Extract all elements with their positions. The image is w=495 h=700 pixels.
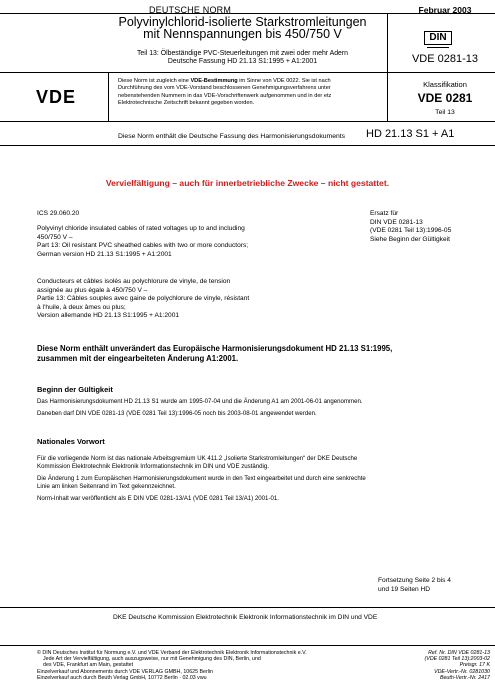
- footer-reference: [380, 650, 490, 681]
- replacement-note: [370, 210, 490, 244]
- footer-line: Einzelverkauf und Abonnements durch VDE VERLAG GMBH, 10625 Berlin: [37, 668, 214, 675]
- replacement-line: Ersatz für: [370, 210, 399, 217]
- english-title-line: 450/750 V –: [37, 233, 73, 241]
- info-line: Elektrotechnische Zeitschrift bekannt gegeben worden.: [118, 99, 255, 106]
- copy-warning: Vervielfältigung – auch für innerbetriebliche Zwecke – nicht gestattet.: [105, 178, 390, 188]
- french-title-line: Conducteurs et câbles isolés au polychlorure de vinyle, de tension: [37, 278, 231, 285]
- info-line: [118, 78, 383, 85]
- footer-copyright: [37, 650, 357, 681]
- info-text-pre: Diese Norm ist zugleich eine: [118, 78, 191, 84]
- continuation-line: Fortsetzung Seite 2 bis 4: [378, 577, 451, 584]
- header-bottom-rule: [0, 72, 495, 73]
- classification-part: Teil 13: [435, 109, 455, 116]
- footer-ref-line: (VDE 0281 Teil 13):2003-02: [424, 656, 490, 663]
- din-logo: DIN: [424, 31, 452, 45]
- vde-info-text: [118, 78, 383, 107]
- continuation-line: und 19 Seiten HD: [378, 585, 431, 593]
- english-title-line: Part 13: Oil resistant PVC sheathed cables with two or more conductors;: [37, 242, 249, 249]
- unchanged-statement: [37, 344, 477, 364]
- statement-line: Diese Norm enthält unverändert das Europäische Harmonisierungsdokument HD 21.13 S1:1995,: [37, 344, 393, 353]
- french-title-line: Partie 13: Câbles souples avec gaine de polychlorure de vinyle, résistant: [37, 295, 250, 302]
- dke-rule: [0, 607, 495, 608]
- french-title-line: assignée au plus égale à 450/750 V –: [37, 286, 148, 294]
- foreword-heading: Nationales Vorwort: [37, 437, 105, 446]
- statement-line: zusammen mit der eingearbeiteten Änderung A1:2001.: [37, 354, 239, 363]
- footer-line: Einzelverkauf auch durch Beuth Verlag GmbH, 10772 Berlin · 02.03 vwu: [37, 674, 207, 681]
- english-title-line: German version HD 21.13 S1:1995 + A1:2001: [37, 250, 172, 258]
- harmonization-rule: [0, 145, 495, 146]
- foreword-line: Die Änderung 1 zum Europäischen Harmonisierungsdokument wurde in den Text eingearbeitet und durch eine senkrechte: [37, 475, 366, 483]
- footer-rule: [0, 645, 495, 646]
- english-title: [37, 225, 337, 259]
- title-line: Polyvinylchlorid-isolierte Starkstromleitungen: [118, 15, 367, 29]
- footer-line: © DIN Deutsches Institut für Normung e.V. und VDE Verband der Elektrotechnik Elektronik Informationstechnik e.V.: [37, 650, 307, 656]
- vde-logo: VDE: [35, 87, 76, 107]
- validity-line: Das Harmonisierungsdokument HD 21.13 S1 wurde am 1995-07-04 und die Änderung A1 am 2001-06-01 angenommen.: [37, 398, 363, 405]
- harmonization-text: Diese Norm enthält die Deutsche Fassung des Harmonisierungsdokuments: [118, 133, 346, 140]
- harmonization-doc: HD 21.13 S1 + A1: [366, 128, 455, 140]
- classification-label: Klassifikation: [423, 80, 467, 89]
- document-title: [105, 16, 380, 40]
- foreword-line: Für die vorliegende Norm ist das nationale Arbeitsgremium UK 411.2 „Isolierte Starkstromleitungen“ der DKE Deutsche: [37, 455, 358, 462]
- header-divider-left: [108, 73, 109, 121]
- classification-value: VDE 0281: [417, 91, 473, 105]
- replacement-line: Siehe Beginn der Gültigkeit: [370, 235, 450, 243]
- issue-date: Februar 2003: [418, 5, 472, 15]
- vde-number: VDE 0281-13: [411, 53, 479, 65]
- continuation-note: [378, 577, 488, 594]
- replacement-line: DIN VDE 0281-13: [370, 218, 423, 226]
- footer-line: des VDE, Frankfurt am Main, gestattet: [43, 662, 134, 669]
- validity-line: Daneben darf DIN VDE 0281-13 (VDE 0281 Teil 13):1996-05 noch bis 2003-08-01 angewendet werden.: [37, 409, 317, 417]
- french-title: [37, 278, 337, 321]
- foreword-line: Norm-Inhalt war veröffentlicht als E DIN VDE 0281-13/A1 (VDE 0281 Teil 13/A1) 2001-01.: [37, 495, 279, 503]
- foreword-line: Kommission Elektrotechnik Elektronik Informationstechnik im DIN und VDE zuständig.: [37, 462, 269, 470]
- validity-heading: Beginn der Gültigkeit: [37, 385, 113, 394]
- english-title-line: Polyvinyl chloride insulated cables of rated voltages up to and including: [37, 225, 245, 232]
- foreword-line: Linie am linken Seitenrand im Text gekennzeichnet.: [37, 482, 176, 490]
- document-subtitle: [105, 50, 380, 66]
- foreword-text: [37, 455, 487, 503]
- french-title-line: Version allemande HD 21.13 S1:1995 + A1:2001: [37, 312, 180, 319]
- footer-ref-line: VDE-Vertr.-Nr. 0281030: [434, 668, 490, 675]
- french-title-line: à l’huile, à deux âmes ou plus;: [37, 303, 126, 311]
- info-line: nebenstehenden Nummern in das VDE-Vorschriftenwerk aufgenommen und in der etz: [118, 92, 332, 99]
- footer-ref-line: Preisgr. 17 K: [459, 662, 490, 669]
- dke-line: DKE Deutsche Kommission Elektrotechnik Elektronik Informationstechnik im DIN und VDE: [113, 614, 378, 621]
- info-text-bold: VDE-Bestimmung: [190, 78, 238, 84]
- footer-ref-line: Beuth-Vertr.-Nr. 2417: [439, 674, 490, 681]
- footer-line: Jede Art der Vervielfältigung, auch auszugsweise, nur mit Genehmigung des DIN, Berlin, und: [43, 656, 261, 663]
- info-bottom-rule: [0, 121, 495, 122]
- ics-code: ICS 29.060.20: [37, 210, 80, 217]
- info-text-post: im Sinne von VDE 0022. Sie ist nach: [237, 78, 331, 84]
- subtitle-line: Deutsche Fassung HD 21.13 S1:1995 + A1:2001: [167, 58, 318, 65]
- validity-text: [37, 398, 487, 417]
- norm-label: DEUTSCHE NORM: [148, 5, 232, 15]
- subtitle-line: Teil 13: Ölbeständige PVC-Steuerleitungen mit zwei oder mehr Adern: [136, 50, 349, 57]
- header-divider-right: [387, 13, 388, 121]
- title-line: mit Nennspannungen bis 450/750 V: [143, 27, 342, 41]
- footer-ref-line: Ref. Nr. DIN VDE 0281-13: [428, 650, 490, 656]
- replacement-line: (VDE 0281 Teil 13):1996-05: [370, 227, 452, 235]
- info-line: Durchführung des vom VDE-Vorstand beschlossenen Genehmigungsverfahrens unter: [118, 85, 331, 92]
